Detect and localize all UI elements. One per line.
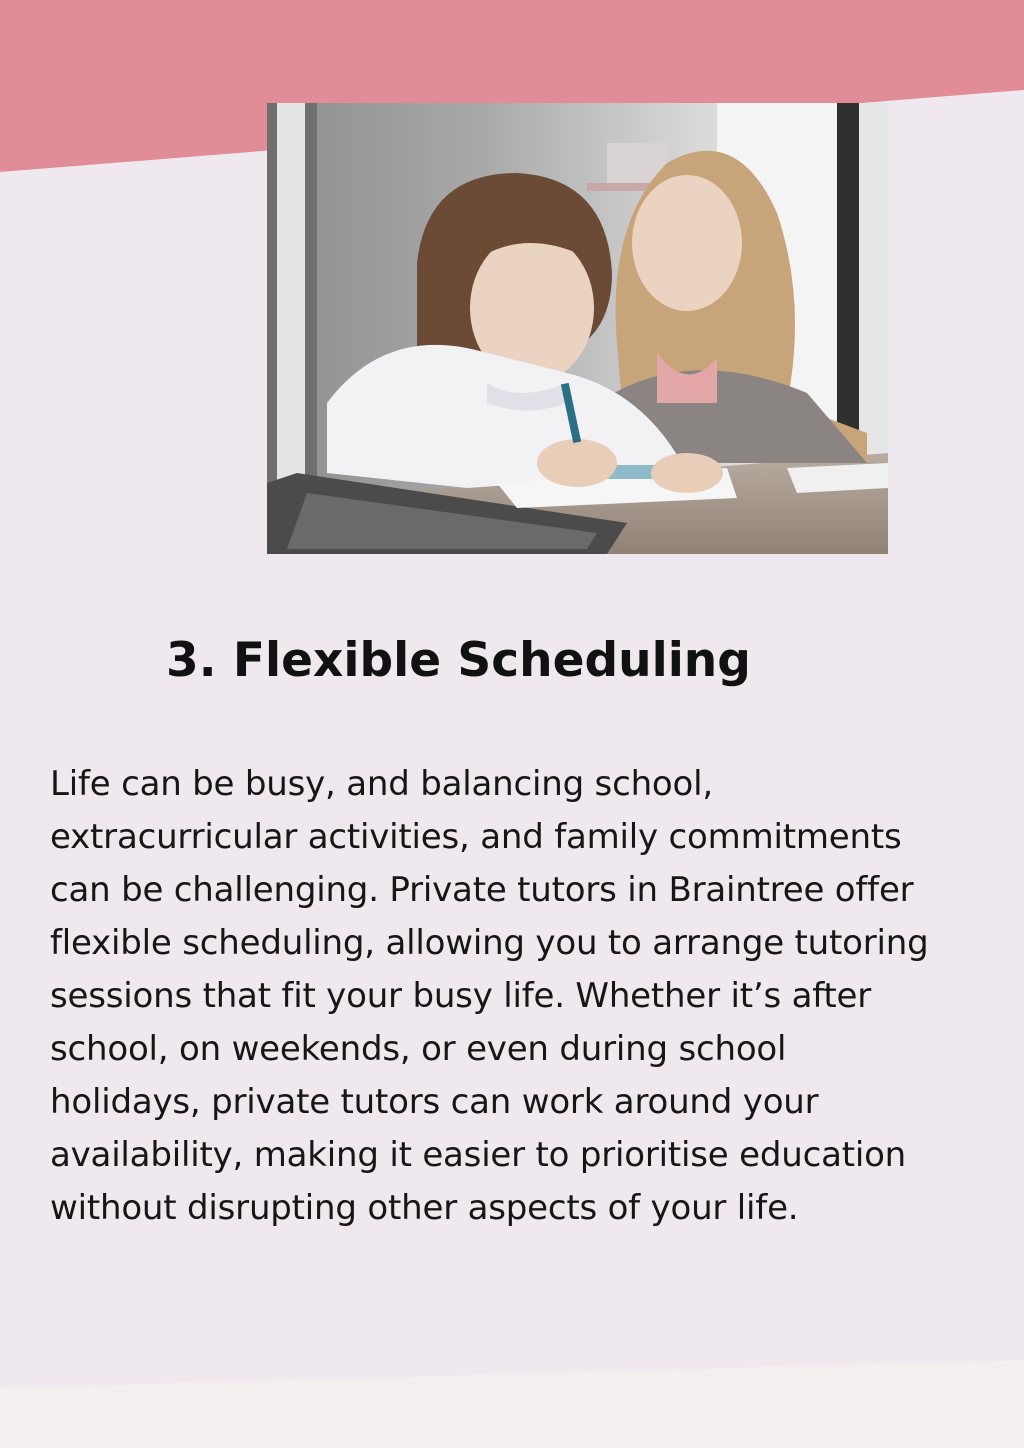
- photo-illustration-icon: [267, 103, 888, 554]
- body-line: school, on weekends, or even during school: [50, 1029, 787, 1069]
- bottom-decorative-band: [0, 1360, 1024, 1448]
- body-line: can be challenging. Private tutors in Braintree offer: [50, 870, 914, 910]
- body-line: flexible scheduling, allowing you to arrange tutoring: [50, 923, 929, 963]
- body-line: extracurricular activities, and family commitments: [50, 817, 902, 857]
- body-paragraph: [50, 758, 1010, 1235]
- body-line: sessions that fit your busy life. Whether it’s after: [50, 976, 872, 1016]
- body-line: Life can be busy, and balancing school,: [50, 764, 713, 804]
- tutor-student-photo: [267, 103, 888, 554]
- body-line: holidays, private tutors can work around your: [50, 1082, 819, 1122]
- section-heading: 3. Flexible Scheduling: [166, 633, 751, 688]
- body-line: availability, making it easier to prioritise education: [50, 1135, 907, 1175]
- body-line: without disrupting other aspects of your life.: [50, 1188, 799, 1228]
